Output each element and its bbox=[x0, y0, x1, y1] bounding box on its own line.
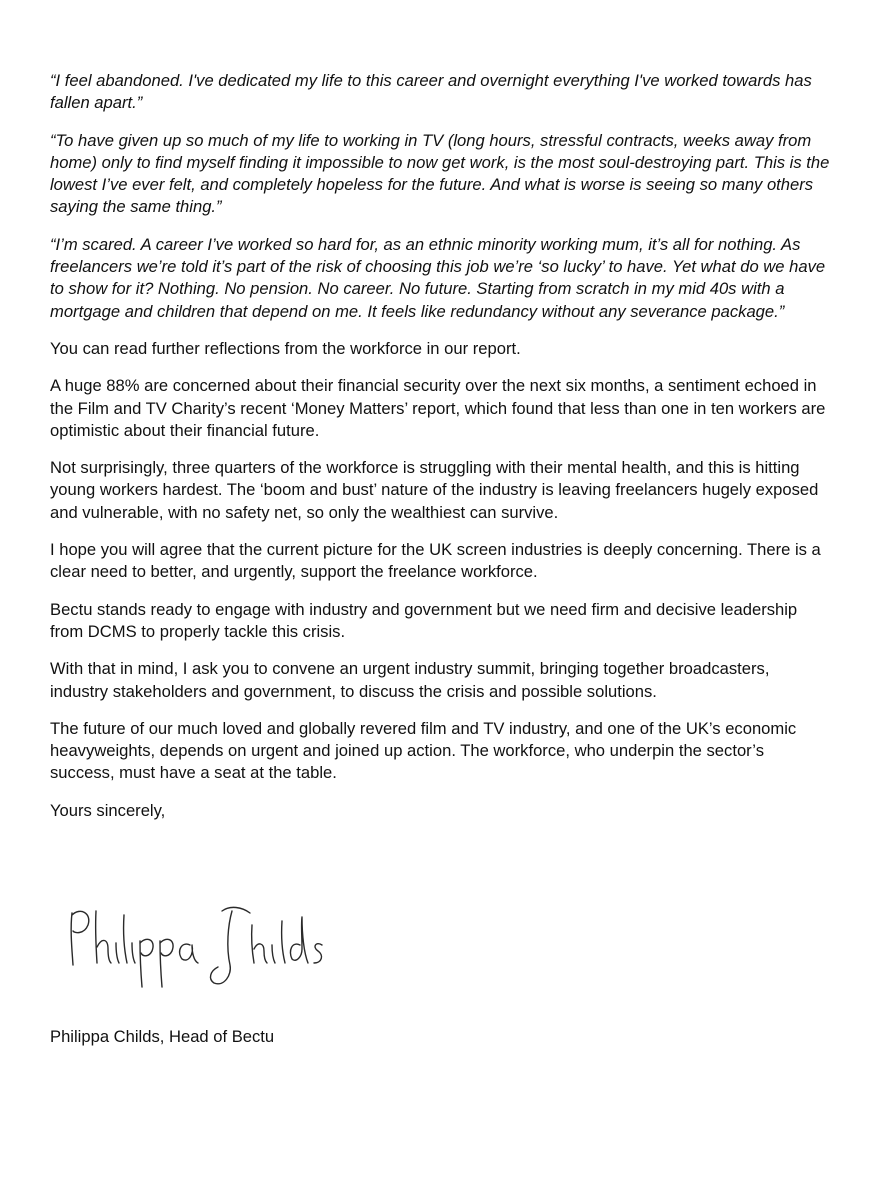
signatory-name: Philippa Childs, Head of Bectu bbox=[50, 1027, 275, 1046]
paragraph-future: The future of our much loved and globally revered film and TV industry, and one of the UK’s economic heavyweights, depends on urgent and joined up action. The workforce, who underpin the sector’s success, must have a seat at the table. bbox=[50, 718, 797, 783]
handwritten-signature bbox=[60, 895, 330, 1000]
paragraph-financial-security: A huge 88% are concerned about their financial security over the next six months, a sentiment echoed in the Film and TV Charity’s recent ‘Money Matters’ report, which found that less than one in ten workers are optimistic about their financial future. bbox=[50, 376, 826, 440]
paragraph-mental-health: Not surprisingly, three quarters of the workforce is struggling with their mental health, and this is hitting young workers hardest. The ‘boom and bust’ nature of the industry is leaving freelancers hugely exposed and vulnerable, with no safety net, so only the wealthiest can survive. bbox=[50, 458, 819, 522]
quote-2: “To have given up so much of my life to working in TV (long hours, stressful contracts, weeks away from home) only to find myself finding it impossible to now get work, is the most soul-destroying part. This is the lowest I’ve ever felt, and completely hopeless for the future. And what is worse is seeing so many others saying the same thing.” bbox=[50, 130, 830, 217]
paragraph-concern: I hope you will agree that the current picture for the UK screen industries is deeply concerning. There is a clear need to better, and urgently, support the freelance workforce. bbox=[50, 540, 821, 582]
paragraph-bectu-ready: Bectu stands ready to engage with industry and government but we need firm and decisive leadership from DCMS to properly tackle this crisis. bbox=[50, 599, 798, 641]
letter-body bbox=[50, 70, 832, 837]
paragraph-report: You can read further reflections from the workforce in our report. bbox=[50, 338, 521, 358]
quote-3: “I’m scared. A career I’ve worked so hard for, as an ethnic minority working mum, it’s all for nothing. As freelancers we’re told it’s part of the risk of choosing this job we’re ‘so lucky’ to have. Yet what do we have to show for it? Nothing. No pension. No career. No future. Starting from scratch in my mid 40s with a mortgage and children that depend on me. It feels like redundancy without any severance package.” bbox=[50, 234, 826, 321]
quote-1: “I feel abandoned. I've dedicated my life to this career and overnight everything I've worked towards has fallen apart.” bbox=[50, 71, 812, 113]
paragraph-summit: With that in mind, I ask you to convene an urgent industry summit, bringing together broadcasters, industry stakeholders and government, to discuss the crisis and possible solutions. bbox=[50, 659, 770, 701]
closing: Yours sincerely, bbox=[50, 800, 166, 820]
